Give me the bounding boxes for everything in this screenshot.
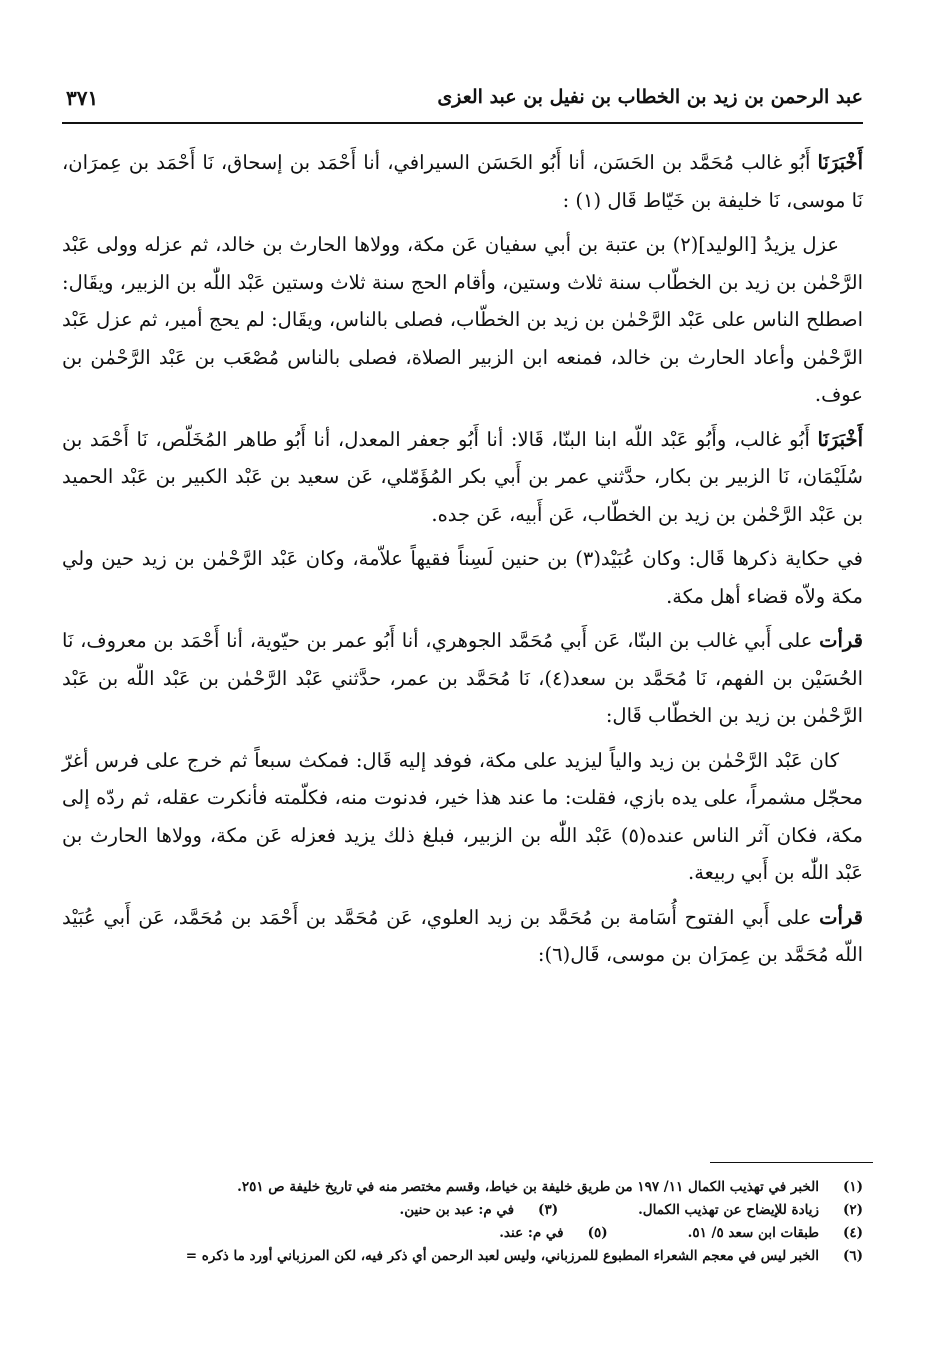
paragraph-text: أَبُو غالب، وأَبُو عَبْد اللّه ابنا البنّا، قَالا: أنا أَبُو جعفر المعدل، أنا أَبُو طاهر المُخَلّص، نَا أَحْمَد بن سُلَيْمَان، نَا الزبير بن بكار، حدَّثني عمر بن أَبي بكر المُؤَمّلي، عَن سعيد بن عَبْد الكبير بن عَبْد الحميد بن عَبْد الرَّحْمٰن بن زيد بن الخطّاب، عَن أَبيه، عَن جده. — [62, 427, 863, 526]
footnote-item — [688, 1222, 863, 1245]
paragraph-lead-word: قرأت — [819, 629, 863, 652]
paragraph-lead-word: أَخْبَرَنَا — [817, 151, 863, 174]
paragraph-lead-word: أَخْبَرَنَا — [817, 427, 863, 451]
running-header — [62, 80, 863, 120]
footnote-number: (٢) — [842, 1202, 863, 1218]
footnote-text: طبقات ابن سعد ٥/ ٥١. — [687, 1225, 819, 1241]
paragraph — [62, 899, 863, 974]
footnote-row — [62, 1222, 863, 1245]
paragraph — [62, 421, 863, 534]
paragraph — [62, 622, 863, 735]
footnotes — [62, 1176, 863, 1268]
page-number: ٣٧١ — [66, 86, 99, 110]
paragraph — [62, 144, 863, 219]
footnote-item — [186, 1245, 863, 1268]
footnote-item — [237, 1176, 863, 1199]
footnote-number: (٤) — [842, 1225, 863, 1241]
paragraph — [62, 742, 863, 892]
footnote-item — [638, 1199, 863, 1222]
footnote-text: الخبر في تهذيب الكمال ١١/ ١٩٧ من طريق خليفة بن خياط، وقسم مختصر منه في تاريخ خليفة ص ٢٥١. — [237, 1179, 819, 1195]
footnote-number: (٥) — [587, 1225, 608, 1241]
footnote-row — [62, 1245, 863, 1268]
header-title: عبد الرحمن بن زيد بن الخطاب بن نفيل بن عبد العزى — [437, 86, 863, 108]
paragraph-text: على أَبي غالب بن البنّا، عَن أَبي مُحَمَّد الجوهري، أنا أَبُو عمر بن حيّوية، أنا أَحْمَد بن معروف، نَا الحُسَيْن بن الفهم، نَا مُحَمَّد بن سعد(٤)، نَا مُحَمَّد بن عمر، حدَّثني عَبْد الرَّحْمٰن بن عَبْد اللّٰه بن عَبْد الرَّحْمٰن بن زيد بن الخطّاب قَال: — [62, 629, 863, 727]
footnote-text: زيادة للإيضاح عن تهذيب الكمال. — [638, 1202, 819, 1218]
footnote-number: (٣) — [538, 1202, 559, 1218]
footnote-text: في م: عبد بن حنين. — [399, 1202, 515, 1218]
footnote-number: (١) — [842, 1179, 863, 1195]
footnote-text: الخبر ليس في معجم الشعراء المطبوع للمرزباني، وليس لعبد الرحمن أي ذكر فيه، لكن المرزباني أورد ما ذكره = — [185, 1248, 819, 1264]
footnote-row — [62, 1199, 863, 1222]
paragraph-lead-word: قرأت — [819, 905, 863, 929]
paragraph — [62, 226, 863, 414]
paragraph-text: على أَبي الفتوح أُسَامة بن مُحَمَّد بن زيد العلوي، عَن مُحَمَّد بن أَحْمَد بن مُحَمَّد، عَن أَبي عُبَيْد اللّه مُحَمَّد بن عِمرَان بن موسى، قَال(٦): — [62, 905, 863, 966]
footnote-row — [62, 1176, 863, 1199]
footnote-rule — [710, 1162, 873, 1163]
footnote-text: في م: عند. — [499, 1225, 564, 1241]
paragraph-text: في حكاية ذكرها قَال: وكان عُبَيْد(٣) بن حنين لَسِناً فقيهاً علاّمة، وكان عَبْد الرَّحْمٰن بن زيد حين ولي مكة ولاّه قضاء أهل مكة. — [62, 547, 864, 608]
paragraph-text: كان عَبْد الرَّحْمٰن بن زيد والياً ليزيد على مكة، فوفد إليه قَال: فمكث سبعاً ثم خرج على فرس أغرّ محجّل مشمراً، على يده بازي، فقلت: ما عند هذا خير، فدنوت منه، فكلّمته فأنكرت عقله، ثم ردّه إلى مكة، فكان آثر الناس عنده(٥) عَبْد اللّٰه بن الزبير، فبلغ ذلك يزيد فعزله عَن مكة، وولاها الحارث بن عَبْد اللّٰه بن أَبي ربيعة. — [62, 748, 863, 884]
paragraph-text: عزل يزيدُ [الوليد](٢) بن عتبة بن أبي سفيان عَن مكة، وولاها الحارث بن خالد، ثم عزله وولى عَبْد الرَّحْمٰن بن زيد بن الخطّاب سنة ثلاث وستين، وأقام الحج سنة ثلاث وستين عَبْد اللّٰه بن الزبير، ويقَال: اصطلح الناس على عَبْد الرَّحْمٰن بن زيد بن الخطّاب، فصلى بالناس، ويقَال: لم يحج أمير، ثم عزل عَبْد الرَّحْمٰن وأعاد الحارث بن خالد، فمنعه ابن الزبير الصلاة، فصلى بالناس مُصْعَب بن عَبْد الرَّحْمٰن بن عوف. — [62, 233, 863, 406]
footnote-item — [400, 1199, 559, 1222]
header-rule — [62, 122, 863, 124]
footnote-item — [499, 1222, 607, 1245]
paragraph — [62, 540, 863, 615]
paragraph-text: أَبُو غالب مُحَمَّد بن الحَسَن، أنا أَبُو الحَسَن السيرافي، أنا أَحْمَد بن إسحاق، نَا أَحْمَد بن عِمرَان، نَا موسى، نَا خليفة بن خَيّاط قَال (١) : — [62, 151, 863, 212]
footnote-number: (٦) — [842, 1248, 863, 1264]
main-text — [62, 144, 863, 1154]
